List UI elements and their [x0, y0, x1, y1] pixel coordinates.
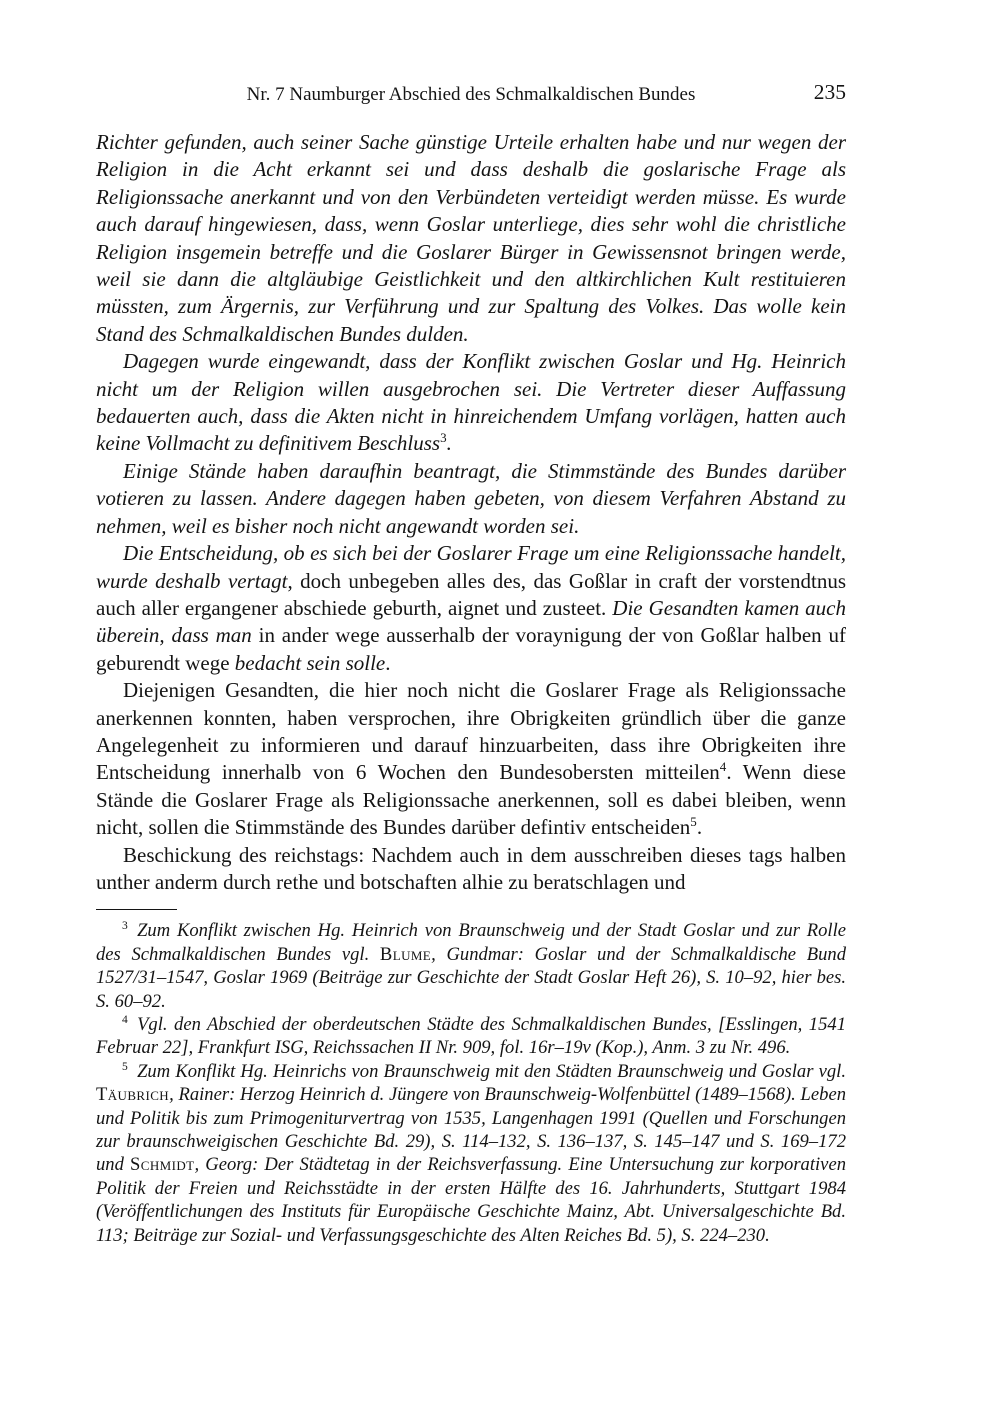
text-segment: Die Gesandten kamen auch überein, dass man	[96, 595, 847, 648]
text-segment: . Wenn diese Stände die Goslarer Frage als Religionssache anerkennen, soll es dabei bleiben, wenn nicht, sollen die Stimmstände des Bundes darüber defintiv entscheiden	[96, 760, 846, 840]
footnote-marker: 3	[122, 920, 128, 933]
footnote-separator	[96, 909, 177, 910]
paragraph	[96, 348, 846, 458]
text-segment: Blume	[379, 943, 432, 965]
paragraph	[96, 129, 846, 348]
text-segment: Die Entscheidung, ob es sich bei der Goslarer Frage um eine Religionssache handelt, wurde deshalb vertagt	[96, 541, 846, 593]
paragraph	[96, 677, 846, 841]
text-segment: , Rainer: Herzog Heinrich d. Jüngere von Braunschweig-Wolfenbüttel (1489–1568). Leben und Politik bis zum Primogeniturvertrag von 1535, Langenhagen 1991 (Quellen und Forschungen zur braunschweigischen Geschichte Bd. 29), S. 114–132, S. 136–137, S. 145–147 und S. 169–172 und	[96, 1084, 846, 1176]
text-segment: Täubrich	[96, 1084, 170, 1106]
footnote-marker: 5	[122, 1060, 128, 1073]
paragraph	[96, 540, 846, 677]
paragraph	[96, 842, 846, 897]
text-segment: Beschickung des reichstags: Nachdem auch in dem ausschreiben dieses tags halben unther anderm durch rethe und botschaften alhie zu beratschlagen und	[96, 842, 846, 894]
text-segment: Einige Stände haben daraufhin beantragt, die Stimmstände des Bundes darüber votieren zu lassen. Andere dagegen haben gebeten, von diesem Verfahren Abstand zu nehmen, weil es bisher noch nicht angewandt worden sei.	[96, 458, 846, 538]
footnote	[96, 1060, 846, 1247]
text-segment: , Georg: Der Städtetag in der Reichsverfassung. Eine Untersuchung zur korporativen Politik der Freien und Reichsstädte in der ersten Hälfte des 16. Jahrhunderts, Stuttgart 1984 (Veröffentlichungen des Instituts für Europäische Geschichte Mainz, Abt. Universalgeschichte Bd. 113; Beiträge zur Sozial- und Verfassungsgeschichte des Alten Reiches Bd. 5), S. 224–230.	[96, 1154, 846, 1246]
footnote-marker: 4	[122, 1013, 128, 1026]
text-segment: .	[696, 815, 703, 840]
footnote-ref: 3	[440, 430, 447, 446]
paragraph	[96, 458, 846, 540]
text-segment: Schmidt	[130, 1154, 195, 1176]
body-text	[96, 129, 846, 896]
text-segment: , Gundmar: Goslar und der Schmalkaldische Bund 1527/31–1547, Goslar 1969 (Beiträge zur Geschichte der Stadt Goslar Heft 26), S. 10–92, hier bes. S. 60–92.	[96, 943, 846, 1012]
page-number: 235	[813, 80, 846, 104]
text-segment: Zum Konflikt zwischen Hg. Heinrich von Braunschweig und der Stadt Goslar und zur Rolle des Schmalkaldischen Bundes vgl.	[96, 920, 846, 965]
footnote	[96, 919, 846, 1013]
footnote-ref: 5	[690, 814, 697, 830]
footnote	[96, 1013, 846, 1060]
footnotes	[96, 919, 846, 1247]
text-segment: Vgl. den Abschied der oberdeutschen Städte des Schmalkaldischen Bundes, [Esslingen, 1541 Februar 22], Frankfurt ISG, Reichssachen II Nr. 909, fol. 16r–19v (Kop.), Anm. 3 zu Nr. 496.	[96, 1014, 846, 1059]
text-segment: Dagegen wurde eingewandt, dass der Konflikt zwischen Goslar und Hg. Heinrich nicht um der Religion willen ausgebrochen sei. Die Vertreter dieser Auffassung bedauerten auch, dass die Akten nicht in hinreichendem Umfang vorlägen, hatten auch keine Vollmacht zu definitivem Beschluss	[96, 349, 846, 456]
text-segment: , doch unbegeben alles des, das Goßlar in craft der vorstendtnus auch aller ergangener abschiede geburth, aignet und zusteet.	[96, 568, 847, 620]
text-segment: in ander wege ausserhalb der voraynigung der von Goßlar halben uf geburendt wege	[96, 623, 846, 675]
text-segment: Richter gefunden, auch seiner Sache günstige Urteile erhalten habe und nur wegen der Religion in die Acht erkannt sei und dass deshalb die goslarische Frage als Religionssache anerkannt und von den Verbündeten verteidigt werden müsse. Es wurde auch darauf hingewiesen, dass, wenn Goslar unterliege, dies sehr wohl die christliche Religion insgemein betreffe und die Goslarer Bürger in Gewissensnot bringen werde, weil sie dann die altgläubige Geistlichkeit und den altkirchlichen Kult restituieren müssten, zum Ärgernis, zur Verführung und zur Spaltung des Volkes. Das wolle kein Stand des Schmalkaldischen Bundes dulden.	[96, 130, 846, 346]
text-segment: bedacht sein solle	[234, 650, 386, 675]
page-header	[96, 80, 846, 106]
footnote-ref: 4	[719, 759, 727, 775]
text-segment: .	[446, 431, 452, 456]
running-title: Nr. 7 Naumburger Abschied des Schmalkaldischen Bundes	[246, 84, 696, 105]
text-segment: Zum Konflikt Hg. Heinrichs von Braunschweig mit den Städten Braunschweig und Goslar vgl.	[137, 1060, 846, 1082]
text-segment: Diejenigen Gesandten, die hier noch nicht die Goslarer Frage als Religionssache anerkennen konnten, haben versprochen, ihre Obrigkeiten gründlich über die ganze Angelegenheit zu informieren und darauf hinzuarbeiten, dass ihre Obrigkeiten ihre Entscheidung innerhalb von 6 Wochen den Bundesobersten mitteilen	[96, 678, 846, 785]
text-segment: .	[385, 650, 391, 675]
text-block	[96, 80, 847, 1247]
